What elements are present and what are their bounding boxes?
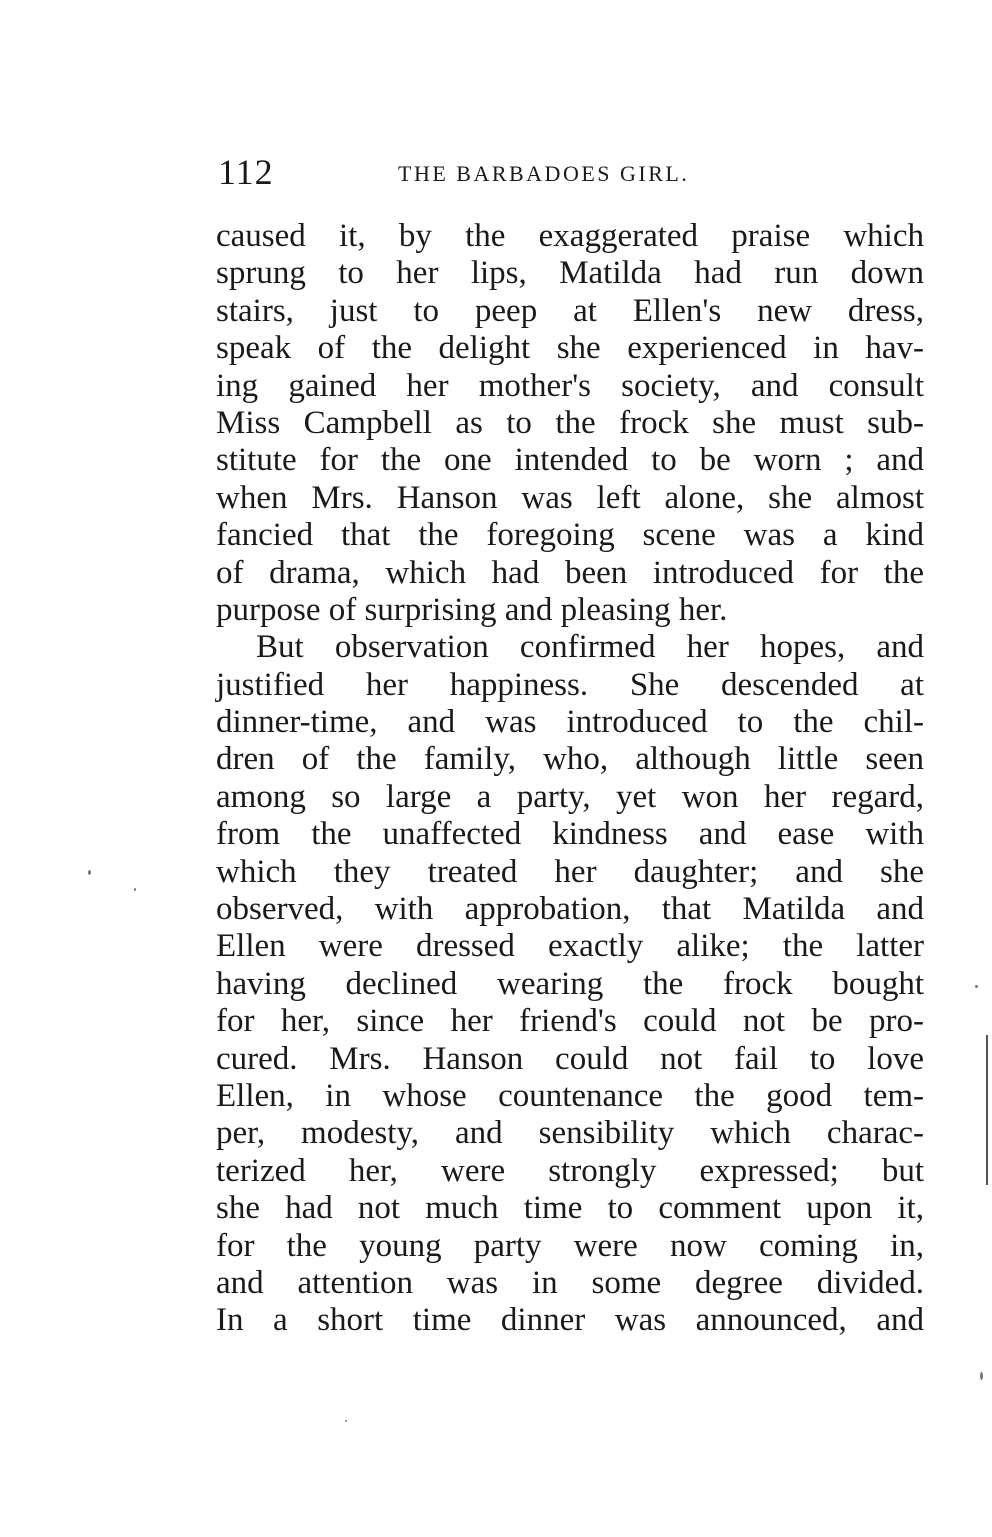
text-line: for the young party were now coming in,	[216, 1227, 924, 1264]
print-speck	[980, 1372, 983, 1380]
paragraph-1	[216, 218, 924, 629]
text-line: sprung to her lips, Matilda had run down	[216, 255, 924, 292]
text-line: for her, since her friend's could not be pro-	[216, 1003, 924, 1040]
running-head	[218, 150, 924, 194]
text-line: among so large a party, yet won her regard,	[216, 778, 924, 815]
text-line: caused it, by the exaggerated praise which	[216, 218, 924, 254]
text-line: But observation confirmed her hopes, and	[256, 629, 924, 666]
text-line: having declined wearing the frock bought	[216, 965, 924, 1002]
text-line: from the unaffected kindness and ease with	[216, 816, 924, 853]
text-line: stitute for the one intended to be worn ; and	[216, 442, 924, 479]
print-speck	[975, 985, 978, 988]
text-line: purpose of surprising and pleasing her.	[216, 591, 728, 628]
text-line: she had not much time to comment upon it,	[216, 1190, 924, 1227]
text-line: dren of the family, who, although little seen	[216, 741, 924, 778]
text-line: Miss Campbell as to the frock she must sub-	[216, 404, 924, 441]
paragraph-2	[216, 629, 924, 1339]
text-line: justified her happiness. She descended at	[216, 666, 924, 703]
text-line: and attention was in some degree divided.	[216, 1264, 924, 1301]
text-line: fancied that the foregoing scene was a kind	[216, 517, 924, 554]
text-line: per, modesty, and sensibility which charac-	[216, 1115, 924, 1152]
text-line: of drama, which had been introduced for the	[216, 554, 924, 591]
text-line: Ellen, in whose countenance the good tem-	[216, 1077, 924, 1114]
print-speck	[88, 870, 91, 875]
page-number: 112	[218, 152, 274, 192]
body-text	[216, 218, 924, 1340]
text-line: stairs, just to peep at Ellen's new dress,	[216, 292, 924, 329]
text-line: In a short time dinner was announced, and	[216, 1302, 924, 1339]
text-line: observed, with approbation, that Matilda and	[216, 891, 924, 928]
page-edge-shadow	[986, 1035, 988, 1185]
text-line: speak of the delight she experienced in hav-	[216, 330, 924, 367]
print-speck	[345, 1420, 347, 1422]
running-title: THE BARBADOES GIRL.	[398, 161, 690, 186]
text-line: when Mrs. Hanson was left alone, she almost	[216, 479, 924, 516]
text-line: cured. Mrs. Hanson could not fail to love	[216, 1040, 924, 1077]
text-line: dinner-time, and was introduced to the chil-	[216, 704, 924, 741]
print-speck	[134, 888, 136, 891]
text-line: Ellen were dressed exactly alike; the latter	[216, 928, 924, 965]
text-line: terized her, were strongly expressed; but	[216, 1152, 924, 1189]
text-line: which they treated her daughter; and she	[216, 853, 924, 890]
text-line: ing gained her mother's society, and consult	[216, 367, 924, 404]
